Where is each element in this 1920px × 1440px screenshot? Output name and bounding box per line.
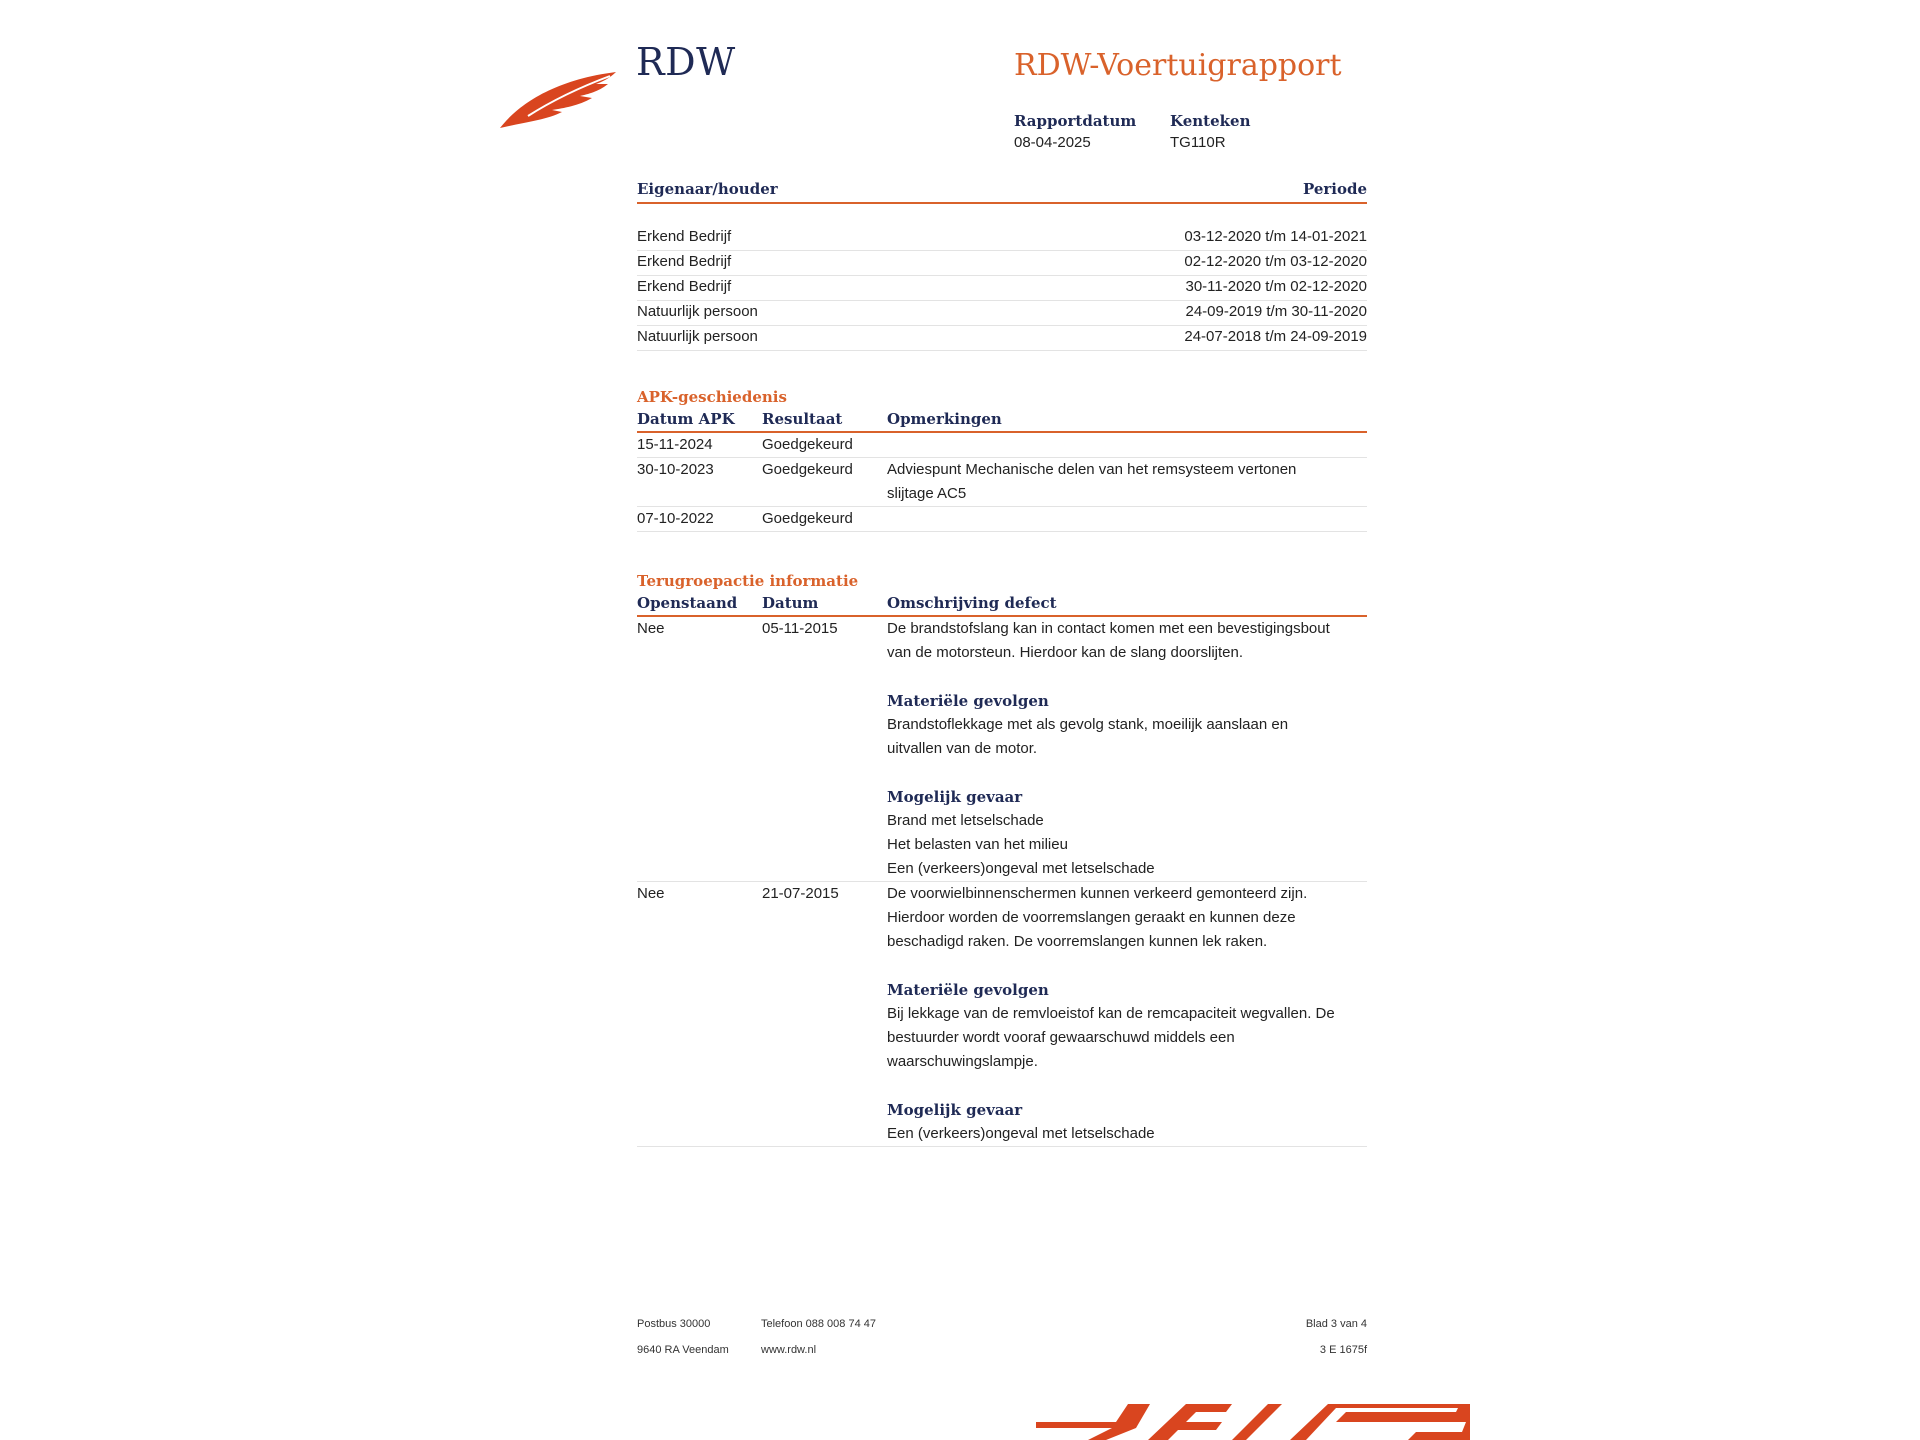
- apk-remarks: [887, 458, 1367, 506]
- possible-danger-heading: Mogelijk gevaar: [887, 788, 1023, 806]
- apk-row: [637, 433, 1367, 458]
- recall-description: [887, 617, 1367, 881]
- apk-remarks-column-header: Opmerkingen: [887, 410, 1002, 428]
- possible-danger-heading: Mogelijk gevaar: [887, 1101, 1023, 1119]
- recall-description-line: De voorwielbinnenschermen kunnen verkeerd gemonteerd zijn.: [887, 885, 1308, 902]
- apk-date: 30-10-2023: [637, 461, 714, 478]
- material-consequences-line: waarschuwingslampje.: [887, 1053, 1038, 1070]
- brand-name: RDW: [636, 40, 736, 84]
- owner-period: 24-09-2019 t/m 30-11-2020: [1185, 303, 1367, 320]
- footer-postbus: Postbus 30000: [637, 1318, 711, 1330]
- material-consequences-line: bestuurder wordt vooraf gewaarschuwd middels een: [887, 1029, 1235, 1046]
- owner-period: 02-12-2020 t/m 03-12-2020: [1184, 253, 1367, 270]
- owner-name: Natuurlijk persoon: [637, 303, 758, 320]
- recall-section-title: Terugroepactie informatie: [637, 572, 859, 590]
- footer-website[interactable]: www.rdw.nl: [761, 1344, 817, 1356]
- material-consequences-line: Brandstoflekkage met als gevolg stank, moeilijk aanslaan en: [887, 716, 1289, 733]
- apk-date: 15-11-2024: [637, 436, 713, 453]
- apk-remarks: [887, 507, 1367, 531]
- footer-address: 9640 RA Veendam: [637, 1344, 729, 1356]
- owner-name: Erkend Bedrijf: [637, 253, 732, 270]
- apk-section: [637, 388, 1367, 532]
- recall-description: [887, 882, 1367, 1146]
- apk-remarks-line: slijtage AC5: [887, 485, 967, 502]
- recall-row: [637, 617, 1367, 882]
- owners-table: [637, 180, 1367, 351]
- possible-danger-line: Brand met letselschade: [887, 812, 1044, 829]
- owner-row: [637, 251, 1367, 276]
- owner-name: Natuurlijk persoon: [637, 328, 758, 345]
- possible-danger-line: Een (verkeers)ongeval met letselschade: [887, 860, 1155, 877]
- apk-remarks: [887, 433, 1367, 457]
- rdw-feather-logo-icon: [498, 60, 620, 130]
- apk-row: [637, 458, 1367, 507]
- recall-open: Nee: [637, 620, 665, 637]
- apk-result: Goedgekeurd: [762, 436, 853, 453]
- recall-description-line: van de motorsteun. Hierdoor kan de slang doorslijten.: [887, 644, 1244, 661]
- owner-name: Erkend Bedrijf: [637, 278, 732, 295]
- owner-row: [637, 326, 1367, 351]
- kenteken-label: Kenteken: [1170, 112, 1251, 130]
- recall-table-header: [637, 594, 1367, 617]
- apk-date-column-header: Datum APK: [637, 410, 735, 428]
- owner-name: Erkend Bedrijf: [637, 228, 732, 245]
- recall-description-line: beschadigd raken. De voorremslangen kunnen lek raken.: [887, 933, 1268, 950]
- footer-document-code: 3 E 1675f: [1319, 1344, 1367, 1356]
- owner-row: [637, 226, 1367, 251]
- period-column-header: Periode: [1302, 180, 1367, 198]
- recall-description-line: De brandstofslang kan in contact komen met een bevestigingsbout: [887, 620, 1330, 637]
- recall-section: [637, 572, 1367, 1147]
- material-consequences-line: Bij lekkage van de remvloeistof kan de remcapaciteit wegvallen. De: [887, 1005, 1335, 1022]
- owner-row: [637, 276, 1367, 301]
- possible-danger-line: Een (verkeers)ongeval met letselschade: [887, 1125, 1155, 1142]
- recall-row: [637, 882, 1367, 1147]
- footer-phone: Telefoon 088 008 74 47: [761, 1318, 876, 1330]
- kenteken-value: TG110R: [1170, 134, 1226, 151]
- recall-open: Nee: [637, 885, 665, 902]
- material-consequences-heading: Materiële gevolgen: [887, 692, 1049, 710]
- apk-result-column-header: Resultaat: [762, 410, 843, 428]
- recall-description-line: Hierdoor worden de voorremslangen geraakt en kunnen deze: [887, 909, 1296, 926]
- footer-page-number: Blad 3 van 4: [1305, 1318, 1367, 1330]
- recall-date-column-header: Datum: [762, 594, 819, 612]
- apk-remarks-line: Adviespunt Mechanische delen van het remsysteem vertonen: [887, 461, 1297, 478]
- apk-result: Goedgekeurd: [762, 461, 853, 478]
- owner-row: [637, 301, 1367, 326]
- material-consequences-line: uitvallen van de motor.: [887, 740, 1038, 757]
- possible-danger-line: Het belasten van het milieu: [887, 836, 1068, 853]
- recall-date: 21-07-2015: [762, 885, 839, 902]
- owner-column-header: Eigenaar/houder: [637, 180, 778, 198]
- rapportdatum-label: Rapportdatum: [1014, 112, 1137, 130]
- recall-description-column-header: Omschrijving defect: [887, 594, 1057, 612]
- recall-open-column-header: Openstaand: [637, 594, 738, 612]
- apk-result: Goedgekeurd: [762, 510, 853, 527]
- owner-period: 24-07-2018 t/m 24-09-2019: [1184, 328, 1367, 345]
- material-consequences-heading: Materiële gevolgen: [887, 981, 1049, 999]
- owner-period: 30-11-2020 t/m 02-12-2020: [1185, 278, 1367, 295]
- apk-row: [637, 507, 1367, 532]
- owner-period: 03-12-2020 t/m 14-01-2021: [1184, 228, 1367, 245]
- owners-header: [637, 180, 1367, 204]
- recall-date: 05-11-2015: [762, 620, 838, 637]
- apk-table-header: [637, 410, 1367, 433]
- rapportdatum-value: 08-04-2025: [1014, 134, 1091, 151]
- report-title: RDW-Voertuigrapport: [1014, 48, 1342, 83]
- apk-date: 07-10-2022: [637, 510, 714, 527]
- apk-section-title: APK-geschiedenis: [637, 388, 787, 406]
- rdw-stripes-decoration-icon: [1036, 1398, 1470, 1440]
